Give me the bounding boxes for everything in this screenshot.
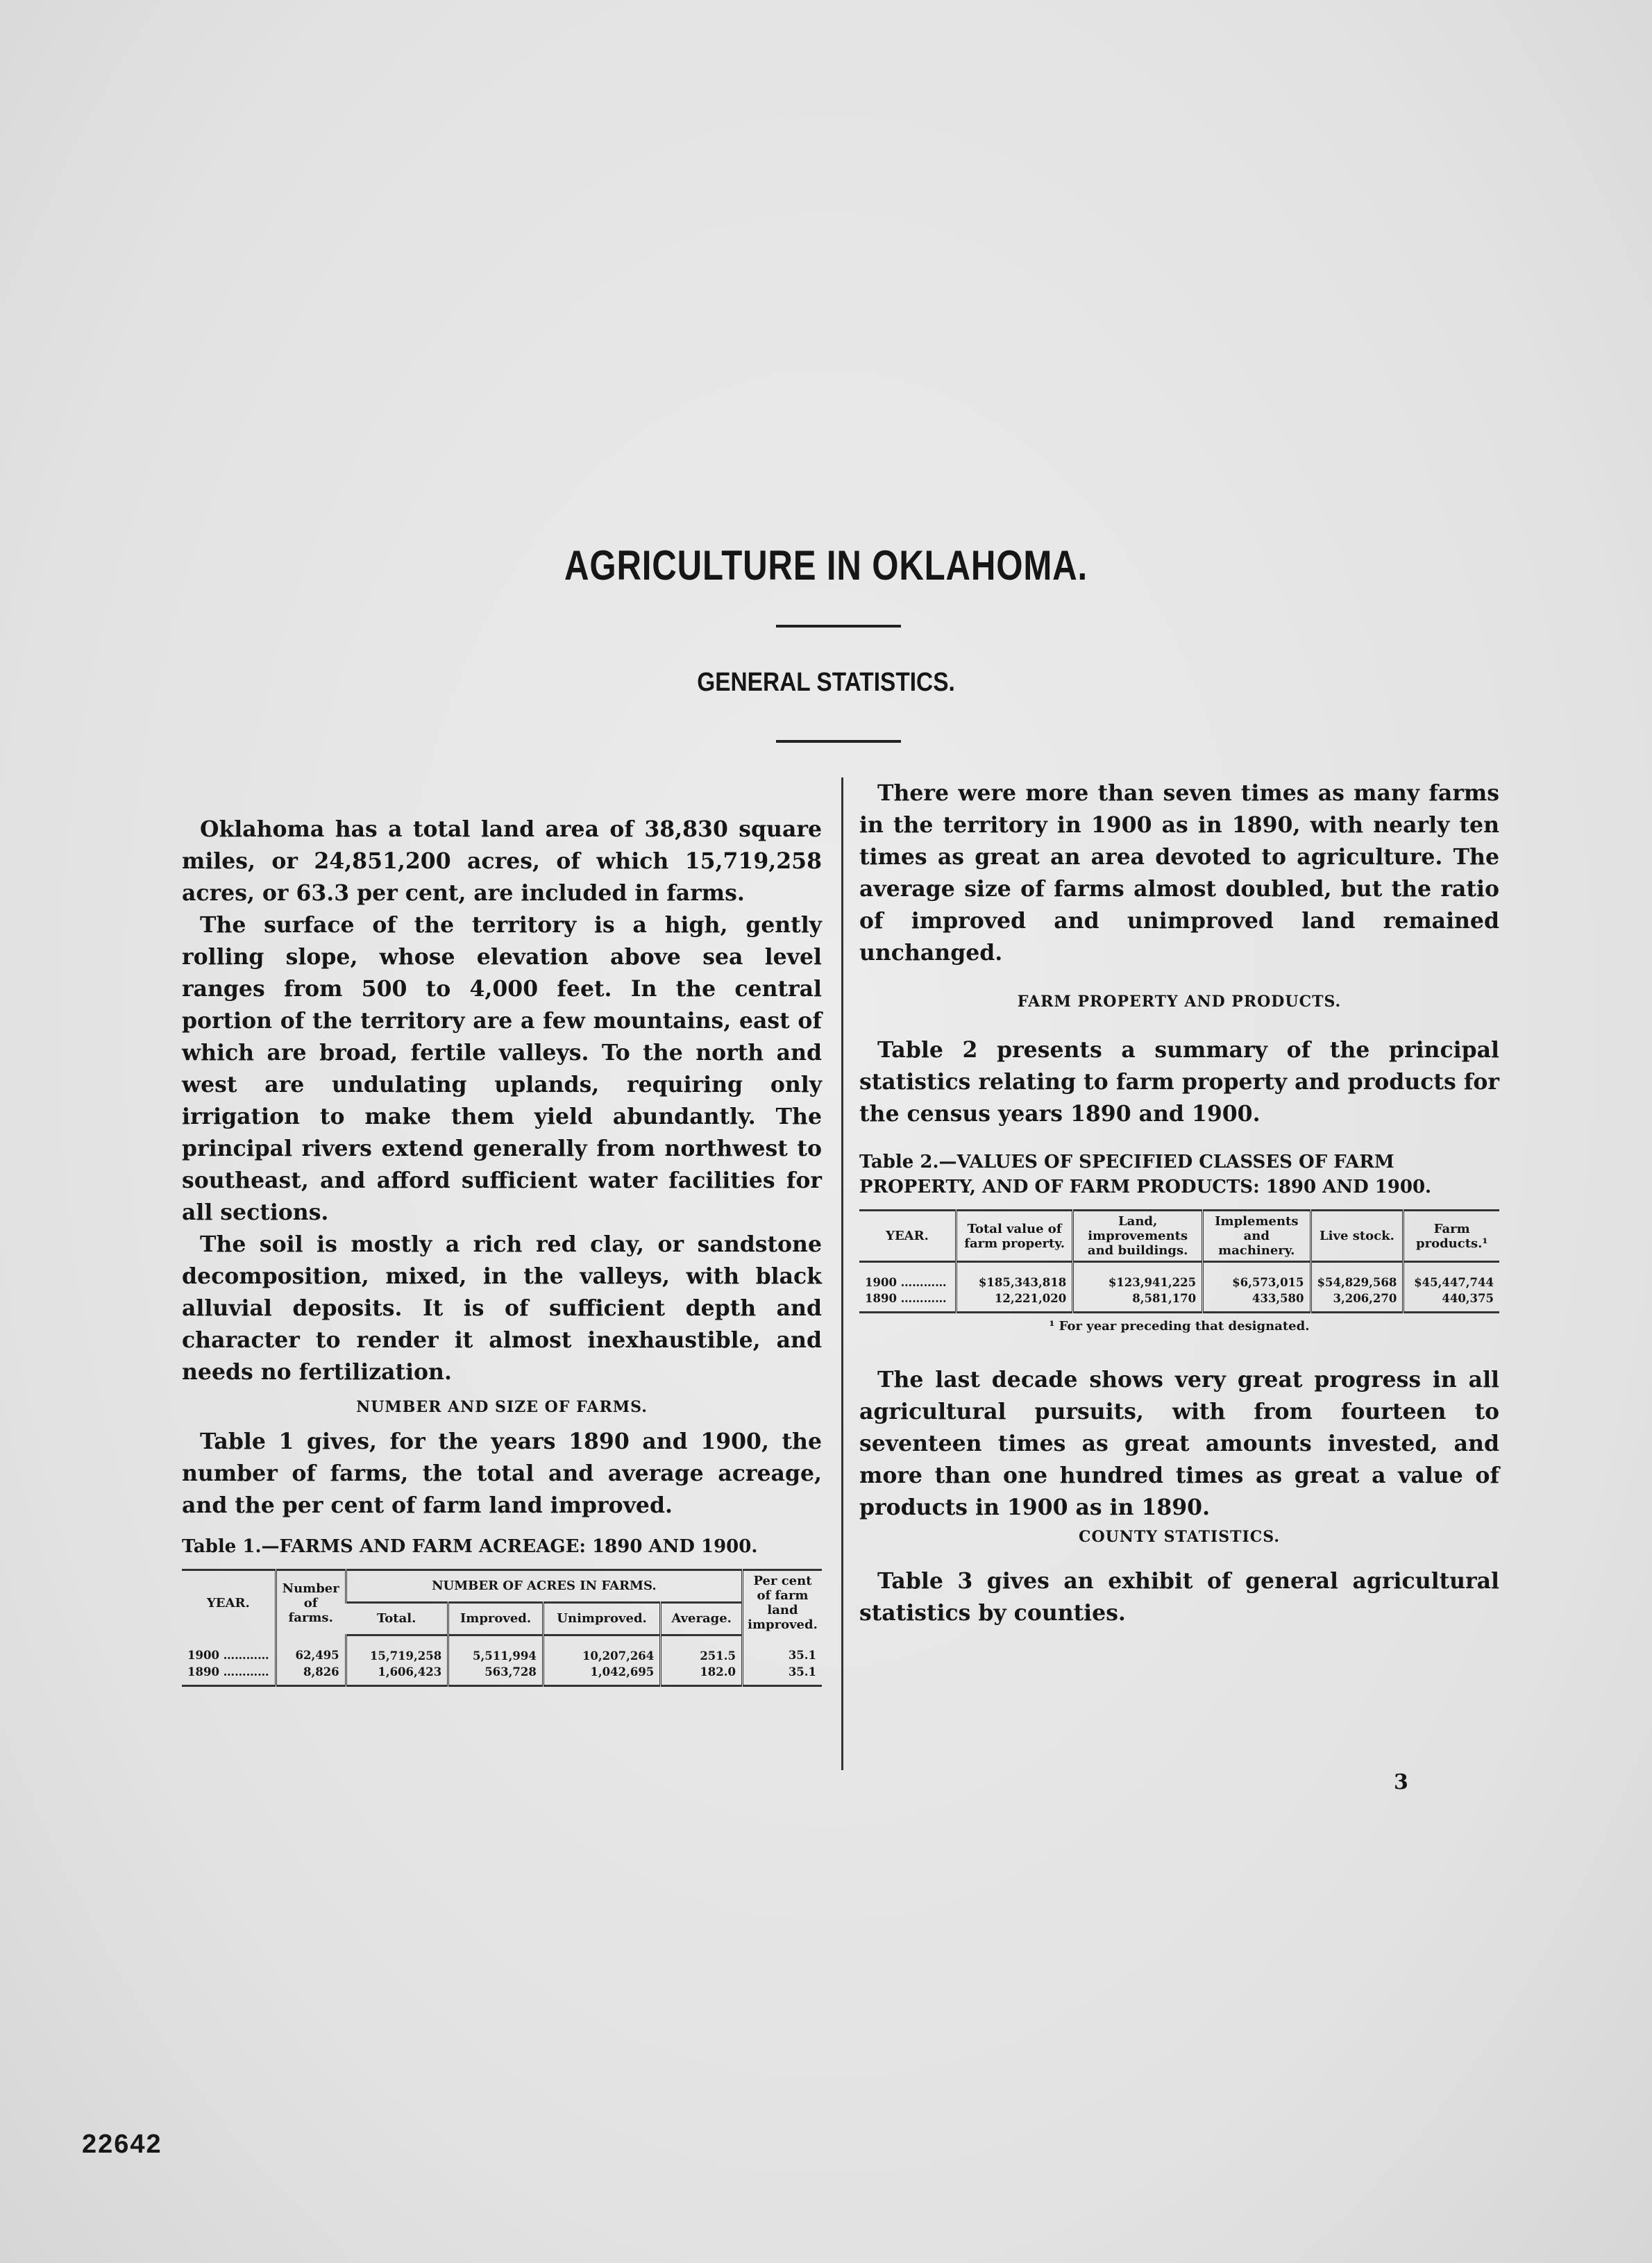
t1-cell: 182.0 xyxy=(661,1664,743,1686)
t2-header-land: Land, improvements and buildings. xyxy=(1073,1211,1203,1262)
paragraph-farm-growth: There were more than seven times as many farms in the territory in 1900 as in 1890, with nearly ten times as great an area devoted to agriculture. The average size of farms almost doubled, but the ratio of improved and unimproved land remained unchanged. xyxy=(859,780,1499,966)
t1-cell: 251.5 xyxy=(661,1635,743,1664)
t2-header-livestock: Live stock. xyxy=(1310,1211,1404,1262)
table-row xyxy=(182,1664,822,1686)
t1-cell: 62,495 xyxy=(276,1635,346,1664)
t1-header-year: YEAR. xyxy=(182,1570,276,1635)
paragraph-land-area: Oklahoma has a total land area of 38,830 square miles, or 24,851,200 acres, of which 15,719,258 acres, or 63.3 per cent, are included in farms. xyxy=(182,816,822,906)
t1-cell: 1,606,423 xyxy=(346,1664,448,1686)
t2-cell: 1900 ………… xyxy=(865,1276,947,1289)
subhead-county-statistics: COUNTY STATISTICS. xyxy=(1078,1528,1281,1546)
t2-cell: $6,573,015 xyxy=(1203,1262,1310,1291)
t1-cell: 1,042,695 xyxy=(543,1664,660,1686)
section-rule xyxy=(776,740,901,743)
t1-cell: 10,207,264 xyxy=(543,1635,660,1664)
table1-farms-acreage xyxy=(182,1569,822,1687)
page-number: 3 xyxy=(1394,1770,1408,1794)
t2-header-total: Total value of farm property. xyxy=(956,1211,1073,1262)
paragraph-surface: The surface of the territory is a high, gently rolling slope, whose elevation above sea level ranges from 500 to 4,000 feet. In the central portion of the territory are a few mountains, east of which are broad, fertile valleys. To the north and west are undulating uplands, requiring only irrigation to make them yield abundantly. The principal rivers extend generally from northwest to southeast, and afford sufficient water facilities for all sections. xyxy=(182,912,822,1225)
paragraph-soil: The soil is mostly a rich red clay, or sandstone decomposition, mixed, in the valleys, with black alluvial deposits. It is of sufficient depth and character to render it almost inexhaustible, and needs no fertilization. xyxy=(182,1231,822,1385)
table1-caption: Table 1.—FARMS AND FARM ACREAGE: 1890 AND 1900. xyxy=(182,1536,758,1557)
t1-header-total: Total. xyxy=(346,1602,448,1635)
left-column xyxy=(182,777,822,1687)
t2-cell: 3,206,270 xyxy=(1310,1290,1404,1313)
t1-cell: 5,511,994 xyxy=(448,1635,543,1664)
t1-header-unimproved: Unimproved. xyxy=(543,1602,660,1635)
paragraph-table1-intro: Table 1 gives, for the years 1890 and 1900, the number of farms, the total and average acreage, and the per cent of farm land improved. xyxy=(182,1429,822,1518)
t1-header-number: Number of farms. xyxy=(276,1570,346,1635)
paragraph-table2-intro: Table 2 presents a summary of the principal statistics relating to farm property and products for the census years 1890 and 1900. xyxy=(859,1037,1499,1127)
table2-farm-values xyxy=(859,1209,1499,1313)
t1-cell: 35.1 xyxy=(743,1664,823,1686)
t1-header-group: NUMBER OF ACRES IN FARMS. xyxy=(346,1570,742,1603)
column-divider xyxy=(841,777,843,1770)
t1-cell: 1890 ………… xyxy=(182,1664,276,1686)
table-row xyxy=(859,1262,1499,1291)
paragraph-progress: The last decade shows very great progress in all agricultural pursuits, with from fourteen to seventeen times as great amounts invested, and more than one hundred times as great a value of products in 1900 as in 1890. xyxy=(859,1367,1499,1520)
paragraph-table3-intro: Table 3 gives an exhibit of general agricultural statistics by counties. xyxy=(859,1568,1499,1626)
table-row xyxy=(859,1290,1499,1313)
t1-cell: 1900 ………… xyxy=(187,1648,269,1662)
t2-header-implements: Implements and machinery. xyxy=(1203,1211,1310,1262)
subhead-number-size: NUMBER AND SIZE OF FARMS. xyxy=(356,1398,648,1416)
t2-header-year: YEAR. xyxy=(859,1211,956,1262)
t1-header-percent: Per cent of farm land improved. xyxy=(743,1570,823,1635)
t2-cell: $54,829,568 xyxy=(1310,1262,1404,1291)
t2-cell: 1890 ………… xyxy=(859,1290,956,1313)
title-rule xyxy=(776,625,901,628)
t2-cell: 8,581,170 xyxy=(1073,1290,1203,1313)
page-title: AGRICULTURE IN OKLAHOMA. xyxy=(564,542,1088,589)
t2-cell: 433,580 xyxy=(1203,1290,1310,1313)
t2-cell: 12,221,020 xyxy=(956,1290,1073,1313)
section-heading: GENERAL STATISTICS. xyxy=(697,668,955,697)
t1-cell: 35.1 xyxy=(743,1635,823,1664)
t1-cell: 15,719,258 xyxy=(346,1635,448,1664)
subhead-farm-property: FARM PROPERTY AND PRODUCTS. xyxy=(1017,993,1342,1011)
plate-number: 22642 xyxy=(82,2130,162,2159)
t2-cell: 440,375 xyxy=(1404,1290,1499,1313)
t2-cell: $45,447,744 xyxy=(1404,1262,1499,1291)
right-column xyxy=(859,777,1499,1629)
t1-cell: 8,826 xyxy=(276,1664,346,1686)
table2-caption: Table 2.—VALUES OF SPECIFIED CLASSES OF FARM PROPERTY, AND OF FARM PRODUCTS: 1890 AND 1900. xyxy=(859,1152,1432,1197)
t1-header-improved: Improved. xyxy=(448,1602,543,1635)
table2-footnote: ¹ For year preceding that designated. xyxy=(1049,1319,1310,1334)
t2-header-products: Farm products.¹ xyxy=(1404,1211,1499,1262)
t1-header-average: Average. xyxy=(661,1602,743,1635)
t2-cell: $123,941,225 xyxy=(1073,1262,1203,1291)
t1-cell: 563,728 xyxy=(448,1664,543,1686)
table-row xyxy=(182,1635,822,1664)
t2-cell: $185,343,818 xyxy=(956,1262,1073,1291)
